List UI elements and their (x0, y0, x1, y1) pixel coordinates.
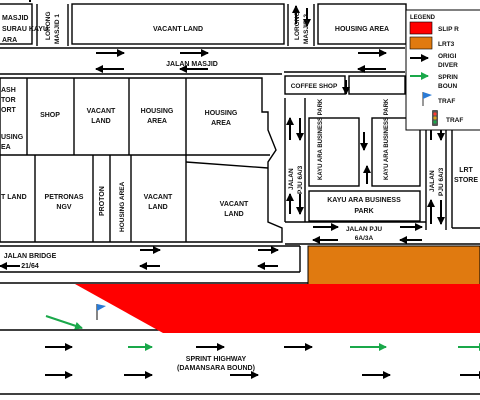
label-car-wash-b: TOR (1, 97, 16, 104)
block-vacant-top (72, 4, 284, 44)
label-masjid: MASJID (2, 15, 29, 22)
legend-original-label: ORIGI (438, 53, 457, 60)
legend-lrt3-label: LRT3 (438, 41, 455, 48)
label-petronas-b: NGV (56, 204, 72, 211)
label-vacant-3b: LAND (148, 204, 168, 211)
label-housing-2b: AREA (211, 120, 231, 127)
legend-diversion-label: DIVER (438, 62, 458, 69)
label-surau-ara: ARA (2, 37, 18, 44)
label-lrt-store-a: LRT (459, 167, 473, 174)
label-jalan-bridge-a: JALAN BRIDGE (3, 253, 57, 260)
legend-slip-road-swatch (410, 22, 432, 34)
label-kayu-ara-bp-h1: KAYU ARA BUSINESS (327, 197, 401, 204)
legend-slip-road-label: SLIP R (438, 26, 459, 33)
label-petronas-a: PETRONAS (44, 194, 84, 201)
label-jalan-pju-6a3a-b: 6A/3A (354, 235, 374, 242)
label-lorong-masjid-2b: MASJID 2 (303, 14, 310, 44)
label-lorong-masjid-1a: LORONG (45, 11, 52, 40)
label-jalan-pju-6a3-left-a: JALAN (288, 168, 295, 190)
legend-lrt3-swatch (410, 37, 432, 49)
label-jalan-pju-6a3-right-b: PJU 6A/3 (438, 167, 445, 196)
legend (406, 10, 480, 130)
label-jalan-pju-6a3-left-b: PJU 6A/3 (297, 165, 304, 194)
label-sprint-highway: SPRINT HIGHWAY (185, 356, 247, 363)
label-lorong-masjid-1b: MASJID 1 (54, 14, 61, 44)
label-lrt-store-b: STORE (454, 177, 478, 184)
label-housing-1a: HOUSING (140, 108, 174, 115)
label-jalan-pju-6a3-right-a: JALAN (429, 170, 436, 192)
label-surau: SURAU KAYU (2, 26, 49, 33)
label-kayu-ara-bp-h2: PARK (354, 208, 374, 215)
label-shop: SHOP (40, 112, 60, 119)
label-housing-2a: HOUSING (204, 110, 238, 117)
label-proton: PROTON (99, 186, 106, 216)
label-housing-1b: AREA (147, 118, 167, 125)
label-jalan-bridge-b: 21/64 (21, 263, 39, 270)
label-jalan-pju-6a3a-a: JALAN PJU (345, 226, 383, 233)
label-vacant-left: T LAND (1, 194, 27, 201)
legend-title: LEGEND (410, 15, 436, 21)
label-vacant-4b: LAND (224, 211, 244, 218)
label-jalan-masjid: JALAN MASJID (166, 61, 218, 68)
legend-traffic-flag-label: TRAF (438, 98, 456, 105)
label-left-housing-a: USING (1, 134, 24, 141)
label-vacant-1b: LAND (91, 118, 111, 125)
label-coffee-shop: COFFEE SHOP (290, 83, 338, 90)
legend-traffic-light-label: TRAF (446, 117, 464, 124)
label-left-housing-b: EA (1, 144, 11, 151)
label-vacant-1a: VACANT (86, 108, 116, 115)
label-kayu-ara-bp-1: KAYU ARA BUSINESS PARK (318, 98, 324, 180)
block-business-park-3 (309, 191, 420, 221)
legend-bound-label: BOUN (438, 83, 458, 90)
legend-traffic-light-icon (432, 110, 438, 126)
label-kayu-ara-bp-2: KAYU ARA BUSINESS PARK (384, 98, 390, 180)
label-car-wash-a: ASH (1, 87, 16, 94)
label-housing-vertical: HOUSING AREA (119, 181, 126, 232)
label-car-wash-c: ORT (1, 107, 16, 114)
label-vacant-land-top: VACANT LAND (152, 26, 204, 33)
slip-road (75, 284, 480, 333)
block-housing-top (318, 4, 406, 44)
label-housing-top: HOUSING AREA (334, 26, 390, 33)
traffic-flag-icon (97, 304, 106, 320)
label-vacant-4a: VACANT (219, 201, 249, 208)
legend-sprint-label: SPRIN (438, 74, 458, 81)
label-vacant-3a: VACANT (143, 194, 173, 201)
block-business-park-1 (309, 118, 359, 186)
label-lorong-masjid-2a: LORONG (294, 11, 301, 40)
label-damansara-bound: (DAMANSARA BOUND) (177, 365, 255, 372)
